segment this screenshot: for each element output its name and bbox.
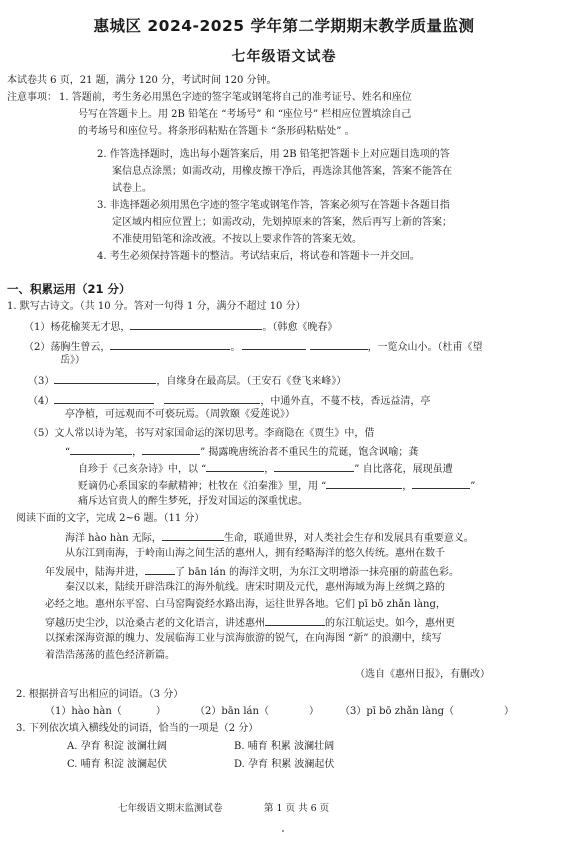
question-1-2: （2）荡胸生曾云， 。 ，一览众山小。（杜甫《望	[24, 339, 483, 354]
answer-blank	[274, 461, 354, 472]
passage-para-1: 海洋 hào hàn 无际， 生命，联通世界，对人类社会生存和发展具有重要意义。	[65, 530, 474, 545]
question-2-item-1: （1）hào hàn（ ）	[45, 706, 166, 717]
question-1-4: （4） ，中通外直，不蔓不枝，香远益清，亭	[28, 393, 430, 408]
question-1-2-continued: 岳》）	[60, 355, 85, 366]
question-1-heading: 1. 默写古诗文。（共 10 分。答对一句得 1 分，满分不超过 10 分）	[7, 301, 306, 312]
answer-blank	[142, 444, 200, 455]
note-3-line-3: 不准使用铅笔和涂改液。不按以上要求作答的答案无效。	[112, 234, 362, 245]
passage-para-3-line-5: 着浩浩荡荡的蓝色经济新篇。	[45, 650, 175, 661]
exam-title: 惠城区 2024-2025 学年第二学期期末教学质量监测	[93, 17, 475, 35]
reading-heading: 阅读下面的文字，完成 2~6 题。（11 分）	[16, 513, 205, 524]
answer-blank	[130, 319, 262, 330]
passage-para-2-line-2: 年发展中，陆海并进， 了 bān lán 的海洋文明，为东江文明增添一抹亮丽的蔚蓝色彩。	[45, 564, 459, 579]
question-2-heading: 2. 根据拼音写出相应的词语。（3 分）	[16, 689, 184, 700]
question-1-5-line-4: 贬谪仍心系国家的奉献精神；杜牧在《泊秦淮》里，用 “ ， ”	[78, 478, 475, 493]
question-1-5-line-2: “ ， ” 揭露晚唐统治者不重民生的荒诞，饱含讽喻；龚	[65, 444, 418, 459]
passage-para-3-line-2: 必经之地。惠州东平窑、白马窑陶瓷经水路出海，运往世界各地。它们 pī bō zhǎn làng，	[45, 599, 446, 610]
answer-blank	[54, 393, 154, 404]
answer-blank	[310, 339, 368, 350]
note-2-line-1: 2. 作答选择题时，选出每小题答案后，用 2B 铅笔把答题卡上对应题目选项的答	[97, 149, 450, 160]
answer-blank	[326, 478, 402, 489]
note-1-line-2: 号写在答题卡上。用 2B 铅笔在 “考场号” 和 “座位号” 栏相应位置填涂自己	[78, 109, 412, 120]
question-1-3: （3） ，自缘身在最高层。（王安石《登飞来峰》）	[28, 373, 346, 388]
note-4: 4. 考生必须保持答题卡的整洁。考试结束后，将试卷和答题卡一并交回。	[97, 251, 420, 262]
answer-blank	[206, 461, 264, 472]
note-1-line-1: 1. 答题前，考生务必用黑色字迹的签字笔或钢笔将自己的准考证号、姓名和座位	[59, 92, 412, 103]
answer-blank	[145, 564, 175, 575]
answer-blank	[110, 339, 230, 350]
question-1-5-line-1: （5）文人常以诗为笔，书写对家国命运的深切思考。李商隐在《贾生》中，借	[28, 428, 375, 439]
answer-blank	[54, 373, 156, 384]
answer-blank	[162, 530, 224, 541]
exam-subtitle: 七年级语文试卷	[231, 49, 337, 65]
answer-blank	[70, 444, 132, 455]
answer-blank	[242, 339, 306, 350]
question-1-5-line-3: 自珍于《己亥杂诗》中，以 “ ， ” 自比落花，展现虽遭	[78, 461, 453, 476]
question-2-item-2: （2）bān lán（ ）	[195, 706, 319, 717]
answer-blank	[412, 478, 470, 489]
note-1-line-3: 的考场号和座位号。将条形码粘贴在答题卡 “条形码粘贴处” 。	[78, 126, 355, 137]
question-3-heading: 3. 下列依次填入横线处的词语，恰当的一项是（2 分）	[16, 723, 259, 734]
option-a: A. 孕育 积淀 波澜壮阔	[67, 741, 167, 752]
note-3-line-1: 3. 非选择题必须用黑色字迹的签字笔或钢笔作答，答案必须写在答题卡各题目指	[97, 200, 450, 211]
question-1-4-continued: 亭净植，可远观而不可亵玩焉。（周敦颐《爱莲说》）	[65, 409, 295, 420]
exam-info: 本试卷共 6 页，21 题，满分 120 分，考试时间 120 分钟。	[7, 75, 277, 86]
notes-label: 注意事项：	[7, 92, 57, 103]
passage-para-3-line-3: 穿越历史尘沙，以沧桑古老的文化语言，讲述惠州 的东江航运史。如今，惠州更	[45, 615, 455, 630]
question-2-item-3: （3）pī bō zhǎn làng（ ）	[340, 706, 515, 717]
passage-para-2-line-1: 从东江到南海，于岭南山海之间生活的惠州人，拥有经略海洋的悠久传统。惠州在数千	[65, 548, 445, 559]
note-2-line-3: 试卷上。	[112, 183, 152, 194]
passage-source: （选自《惠州日报》，有删改）	[355, 669, 490, 680]
note-2-line-2: 案信息点涂黑；如需改动，用橡皮擦干净后，再选涂其他答案，答案不能答在	[112, 166, 452, 177]
passage-para-3-line-1: 秦汉以来，陆续开辟浩珠江的海外航线。唐宋时期及元代，惠州海域为海上丝绸之路的	[65, 582, 445, 593]
option-b: B. 哺育 积累 波澜壮阔	[234, 741, 335, 752]
answer-blank	[265, 615, 325, 626]
footer-page-number: 第 1 页 共 6 页	[264, 803, 330, 814]
question-1-5-line-5: 痛斥达官贵人的醉生梦死，抒发对国运的深重忧虑。	[78, 496, 308, 507]
passage-para-3-line-4: 以探索深海资源的魄力、发展临海工业与滨海旅游的锐气，在向海图 “新” 的浪潮中，续写	[45, 633, 442, 644]
note-3-line-2: 定区域内相应位置上；如需改动，先划掉原来的答案，然后再写上新的答案；	[112, 217, 452, 228]
option-c: C. 哺育 积淀 波澜起伏	[67, 759, 168, 770]
option-d: D. 孕育 积累 波澜起伏	[234, 759, 335, 770]
answer-blank	[164, 393, 260, 404]
section-1-title: 一、积累运用（21 分）	[7, 282, 131, 296]
scan-speck	[282, 830, 284, 832]
question-1-1: （1）杨花榆荚无才思， 。（韩愈《晚春》	[24, 319, 337, 334]
footer-exam-name: 七年级语文期末监测试卷	[118, 803, 223, 814]
